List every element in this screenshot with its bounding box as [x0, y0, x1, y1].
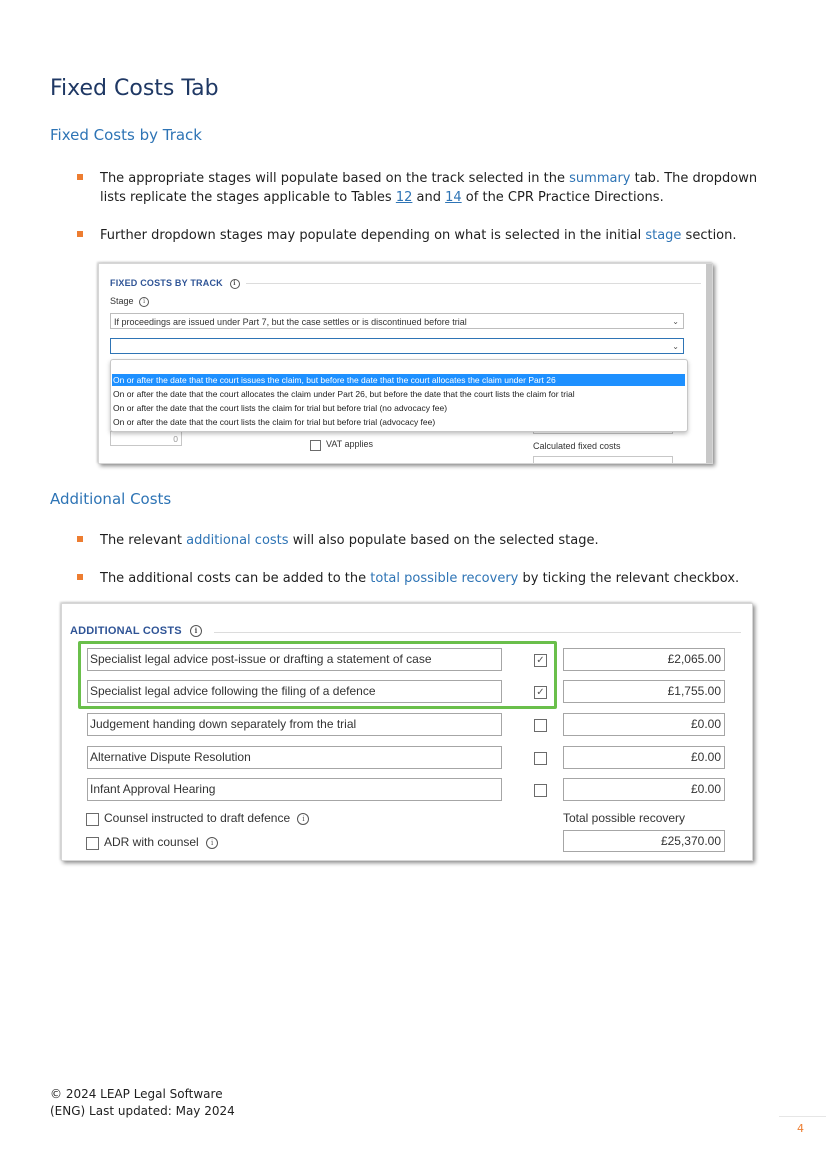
paragraph-additional-costs: [100, 531, 770, 550]
additional-cost-checkbox[interactable]: ✓: [534, 654, 547, 667]
stage-label-text: Stage: [110, 296, 134, 306]
text: tab. The dropdown lists replicate the stages applicable to Tables: [100, 171, 758, 205]
counsel-checkbox[interactable]: [86, 813, 99, 826]
info-icon[interactable]: i: [230, 279, 240, 289]
stage-select-value: If proceedings are issued under Part 7, but the case settles or is discontinued before trial: [114, 317, 467, 327]
divider: [779, 1116, 826, 1117]
text: will also populate based on the selected stage.: [288, 533, 599, 548]
text: and: [412, 190, 446, 205]
additional-cost-amount[interactable]: £0.00: [563, 746, 725, 769]
counsel-label: [104, 811, 309, 825]
panel-title: [70, 625, 202, 637]
info-icon[interactable]: i: [139, 297, 149, 307]
additional-cost-label: Infant Approval Hearing: [87, 778, 502, 801]
footer-updated: (ENG) Last updated: May 2024: [50, 1104, 235, 1118]
panel-title-text: FIXED COSTS BY TRACK: [110, 278, 223, 288]
section-heading-fixed-costs: Fixed Costs by Track: [50, 126, 202, 144]
text: section.: [681, 228, 737, 243]
vat-label: VAT applies: [326, 439, 374, 449]
page-title: Fixed Costs Tab: [50, 76, 219, 101]
text: by ticking the relevant checkbox.: [518, 571, 740, 586]
bullet-icon: [77, 574, 83, 580]
dropdown-option[interactable]: On or after the date that the court lists the claim for trial but before trial (no advocacy fee): [113, 403, 448, 413]
additional-cost-amount[interactable]: £2,065.00: [563, 648, 725, 671]
text: The additional costs can be added to the: [100, 571, 371, 586]
additional-cost-label: Specialist legal advice following the filing of a defence: [87, 680, 502, 703]
section-heading-additional-costs: Additional Costs: [50, 490, 172, 508]
stage-select[interactable]: [110, 313, 684, 329]
panel-title: [110, 278, 240, 289]
additional-cost-checkbox[interactable]: [534, 719, 547, 732]
additional-cost-amount[interactable]: £0.00: [563, 713, 725, 736]
keyword-additional-costs: additional costs: [186, 533, 289, 548]
info-icon[interactable]: i: [206, 837, 218, 849]
info-icon[interactable]: i: [190, 625, 202, 637]
bullet-icon: [77, 174, 83, 180]
divider: [214, 632, 741, 633]
chevron-down-icon: ⌄: [672, 317, 679, 326]
keyword-summary: summary: [569, 171, 631, 186]
paragraph-dropdown-stages: [100, 226, 770, 245]
divider: [246, 283, 701, 284]
bullet-icon: [77, 231, 83, 237]
additional-costs-screenshot: [61, 603, 753, 861]
highlight-box: [78, 641, 557, 709]
text: Further dropdown stages may populate depending on what is selected in the initial: [100, 228, 646, 243]
fixed-costs-input[interactable]: 0: [110, 431, 182, 446]
calculated-fixed-costs-label: Calculated fixed costs: [533, 441, 621, 451]
text: The appropriate stages will populate based on the track selected in the: [100, 171, 570, 186]
additional-cost-label: Alternative Dispute Resolution: [87, 746, 502, 769]
scrollbar[interactable]: [706, 264, 712, 463]
additional-cost-checkbox[interactable]: ✓: [534, 686, 547, 699]
paragraph-total-recovery: [100, 569, 770, 588]
keyword-stage: stage: [645, 228, 682, 243]
dropdown-option[interactable]: On or after the date that the court issues the claim, but before the date that the court allocates the claim under Part 26: [112, 374, 685, 386]
dropdown-option[interactable]: On or after the date that the court lists the claim for trial but before trial (advocacy fee): [113, 417, 436, 427]
footer-copyright: © 2024 LEAP Legal Software: [50, 1087, 223, 1101]
panel-title-text: ADDITIONAL COSTS: [70, 625, 182, 637]
stage-label: [110, 296, 149, 307]
vat-checkbox[interactable]: [310, 440, 321, 451]
additional-cost-checkbox[interactable]: [534, 784, 547, 797]
calculated-fixed-costs-input[interactable]: [533, 456, 673, 464]
additional-cost-label: Judgement handing down separately from the trial: [87, 713, 502, 736]
info-icon[interactable]: i: [297, 813, 309, 825]
adr-checkbox[interactable]: [86, 837, 99, 850]
additional-cost-checkbox[interactable]: [534, 752, 547, 765]
link-table-12[interactable]: 12: [395, 190, 413, 205]
text: of the CPR Practice Directions.: [461, 190, 664, 205]
additional-cost-amount[interactable]: £0.00: [563, 778, 725, 801]
sub-stage-select[interactable]: [110, 338, 684, 354]
fixed-costs-screenshot: [98, 263, 713, 464]
dropdown-option[interactable]: On or after the date that the court allocates the claim under Part 26, but before the date that the court lists the claim for trial: [113, 389, 575, 399]
dropdown-list: [110, 359, 688, 432]
adr-label-text: ADR with counsel: [104, 835, 199, 849]
additional-cost-label: Specialist legal advice post-issue or drafting a statement of case: [87, 648, 502, 671]
keyword-total-possible-recovery: total possible recovery: [370, 571, 519, 586]
bullet-icon: [77, 536, 83, 542]
additional-cost-amount[interactable]: £1,755.00: [563, 680, 725, 703]
total-recovery-label: Total possible recovery: [563, 811, 686, 825]
page-number: 4: [797, 1122, 804, 1135]
chevron-down-icon: ⌄: [672, 342, 679, 351]
counsel-label-text: Counsel instructed to draft defence: [104, 811, 291, 825]
paragraph-stages: [100, 169, 770, 207]
total-recovery-amount[interactable]: £25,370.00: [563, 830, 725, 852]
link-table-14[interactable]: 14: [445, 190, 462, 205]
text: The relevant: [100, 533, 187, 548]
adr-label: [104, 835, 218, 849]
